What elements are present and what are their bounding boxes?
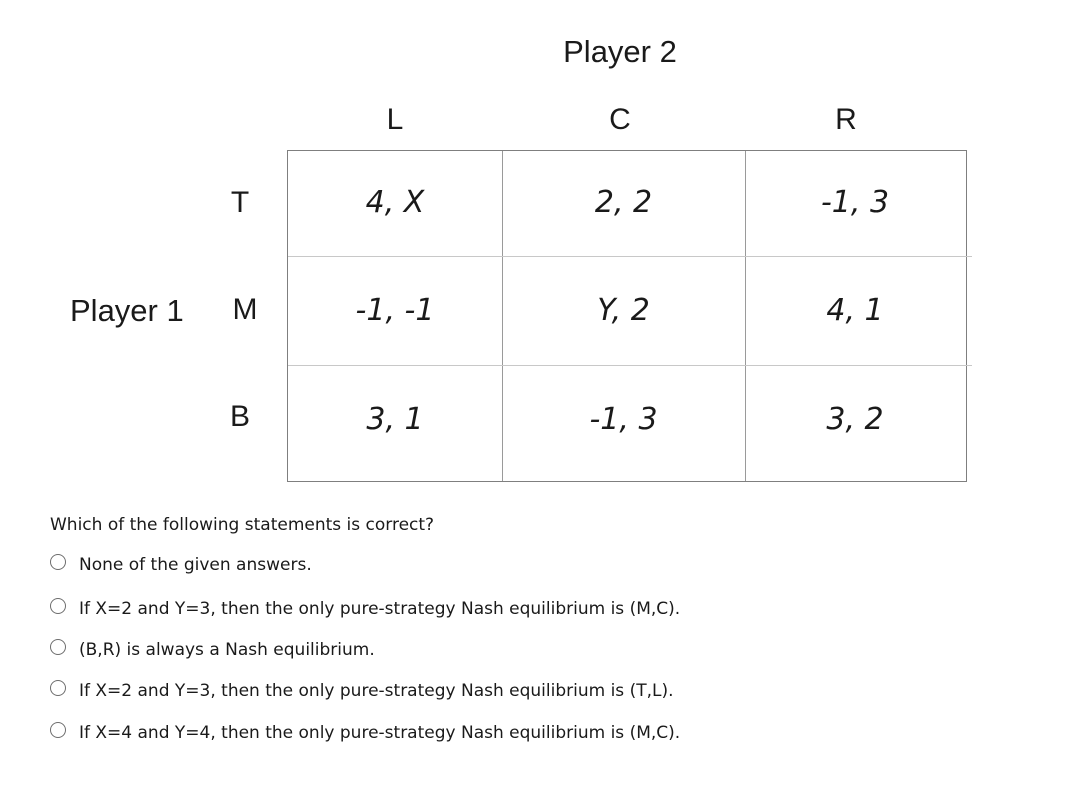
row-header-m: M: [232, 293, 258, 326]
answer-option[interactable]: [50, 634, 375, 660]
answer-option-label[interactable]: (B,R) is always a Nash equilibrium.: [79, 640, 375, 660]
column-header-r: R: [835, 103, 857, 136]
payoff-cell-t-c: 2, 2: [594, 185, 653, 220]
row-header-b: B: [229, 400, 250, 433]
payoff-cell-t-l: 4, X: [365, 185, 425, 220]
payoff-cell-m-r: 4, 1: [826, 293, 884, 328]
matrix-divider: [288, 365, 972, 366]
payoff-cell-t-r: -1, 3: [820, 185, 890, 220]
column-header-c: C: [609, 103, 631, 136]
radio-button[interactable]: [50, 722, 66, 738]
radio-button[interactable]: [50, 639, 66, 655]
answer-option[interactable]: [50, 549, 312, 575]
player1-label: Player 1: [70, 293, 184, 328]
answer-option-label[interactable]: If X=4 and Y=4, then the only pure-strategy Nash equilibrium is (M,C).: [79, 723, 681, 743]
answer-option[interactable]: [50, 675, 674, 701]
payoff-cell-m-l: -1, -1: [355, 293, 435, 328]
payoff-cell-m-c: Y, 2: [597, 293, 650, 328]
radio-button[interactable]: [50, 680, 66, 696]
question-text: Which of the following statements is correct?: [50, 515, 435, 535]
payoff-matrix: [287, 150, 967, 482]
payoff-cell-b-c: -1, 3: [589, 402, 658, 437]
player2-label: Player 2: [563, 34, 677, 69]
payoff-cell-b-r: 3, 2: [826, 402, 884, 437]
answer-option[interactable]: [50, 717, 680, 743]
answer-option-label[interactable]: None of the given answers.: [79, 555, 312, 575]
answer-option-label[interactable]: If X=2 and Y=3, then the only pure-strategy Nash equilibrium is (M,C).: [79, 599, 681, 619]
answer-option-label[interactable]: If X=2 and Y=3, then the only pure-strategy Nash equilibrium is (T,L).: [79, 681, 674, 701]
payoff-cell-b-l: 3, 1: [366, 402, 424, 437]
matrix-divider: [288, 256, 972, 257]
column-header-l: L: [386, 103, 404, 136]
radio-button[interactable]: [50, 598, 66, 614]
answer-option[interactable]: [50, 593, 680, 619]
radio-button[interactable]: [50, 554, 66, 570]
row-header-t: T: [230, 186, 250, 219]
